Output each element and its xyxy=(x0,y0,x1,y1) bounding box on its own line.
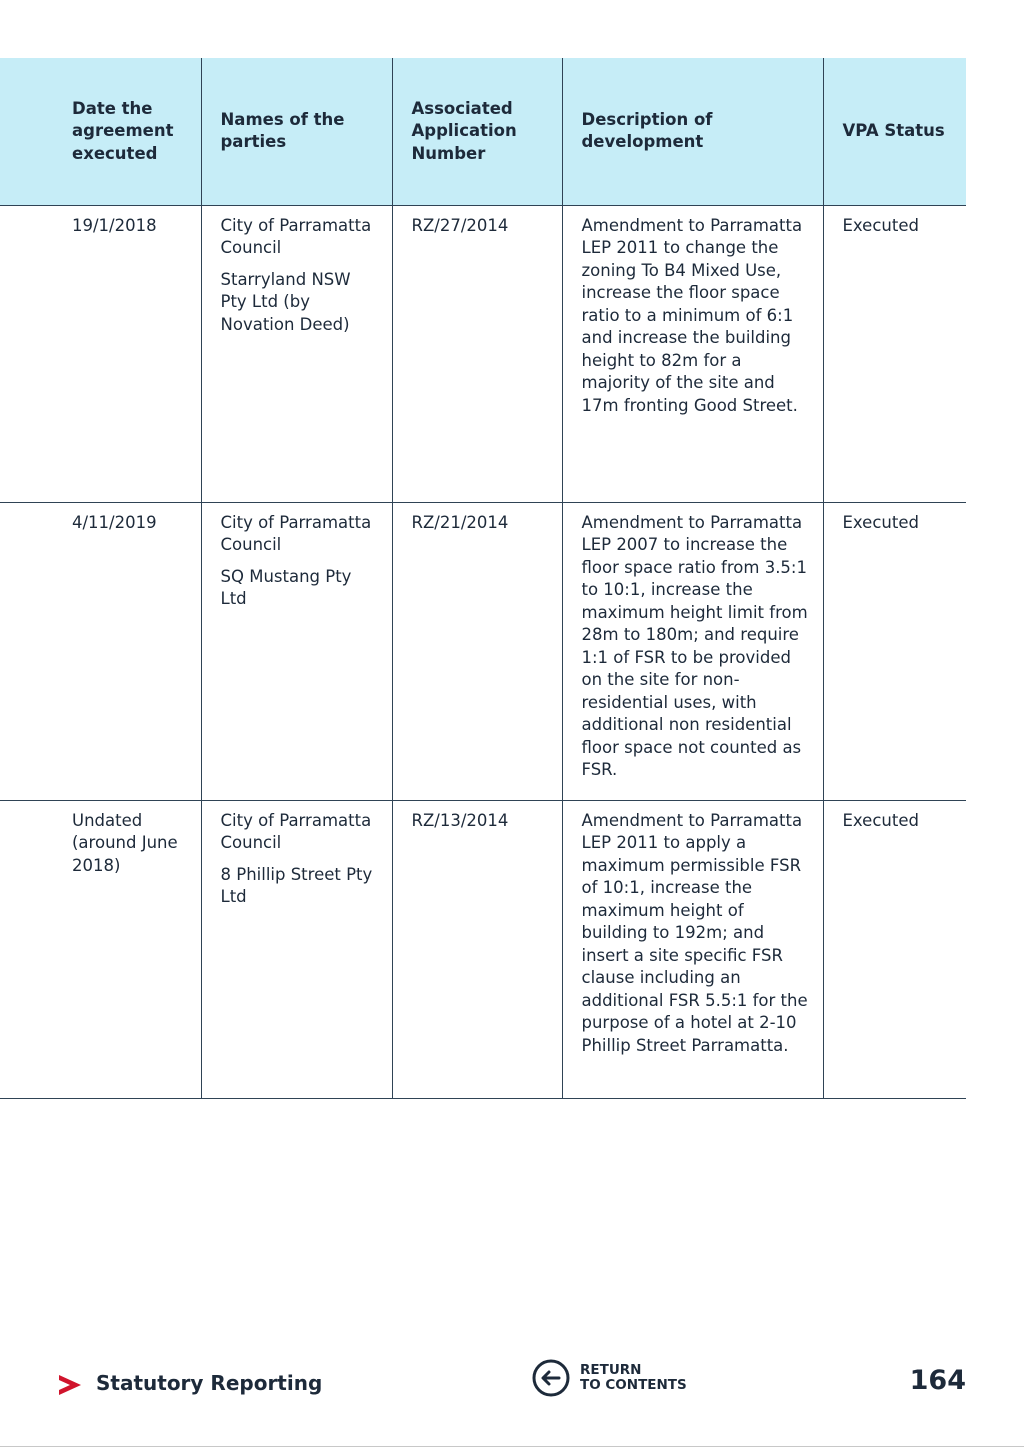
cell-application-number: RZ/21/2014 xyxy=(392,502,562,800)
table-row xyxy=(0,205,966,502)
party-name: City of Parramatta Council xyxy=(220,215,372,257)
return-to-contents-link[interactable] xyxy=(532,1359,687,1397)
cell-application-number: RZ/27/2014 xyxy=(392,205,562,502)
party-name: 8 Phillip Street Pty Ltd xyxy=(220,864,373,906)
cell-date: Undated (around June 2018) xyxy=(72,810,178,875)
back-arrow-circle-icon xyxy=(532,1359,570,1397)
cell-status: Executed xyxy=(823,502,966,800)
header-date: Date the agreement executed xyxy=(72,98,174,163)
party-name: City of Parramatta Council xyxy=(220,810,372,852)
header-description: Description of development xyxy=(562,58,823,205)
cell-parties xyxy=(201,800,392,1098)
cell-date: 19/1/2018 xyxy=(72,215,157,235)
page-number: 164 xyxy=(909,1365,966,1396)
cell-description: Amendment to Parramatta LEP 2011 to apply a maximum permissible FSR of 10:1, increase the maximum height of building to 192m; and insert a site specific FSR clause including an additional FSR 5.5:1 for the purpose of a hotel at 2-10 Phillip Street Parramatta. xyxy=(562,800,823,1098)
party-name: City of Parramatta Council xyxy=(220,512,372,554)
header-vpa-status: VPA Status xyxy=(823,58,966,205)
table-row xyxy=(0,502,966,800)
section-title[interactable]: Statutory Reporting xyxy=(96,1371,323,1395)
cell-parties xyxy=(201,205,392,502)
vpa-table xyxy=(0,58,966,1099)
cell-parties xyxy=(201,502,392,800)
table-header-row xyxy=(0,58,966,205)
page-footer xyxy=(0,1355,1024,1415)
chevron-right-icon xyxy=(58,1374,82,1396)
return-label-line1: RETURN xyxy=(580,1362,642,1378)
cell-description: Amendment to Parramatta LEP 2011 to change the zoning To B4 Mixed Use, increase the floor space ratio to a minimum of 6:1 and increase the building height to 82m for a majority of the site and 17m fronting Good Street. xyxy=(562,205,823,502)
cell-status: Executed xyxy=(823,205,966,502)
header-parties: Names of the parties xyxy=(201,58,392,205)
cell-status: Executed xyxy=(823,800,966,1098)
header-application-number: Associated Application Number xyxy=(392,58,562,205)
return-label-line2: TO CONTENTS xyxy=(580,1377,687,1393)
cell-application-number: RZ/13/2014 xyxy=(392,800,562,1098)
cell-date: 4/11/2019 xyxy=(72,512,157,532)
party-name: Starryland NSW Pty Ltd (by Novation Deed) xyxy=(220,269,351,334)
party-name: SQ Mustang Pty Ltd xyxy=(220,566,352,608)
cell-description: Amendment to Parramatta LEP 2007 to increase the floor space ratio from 3.5:1 to 10:1, increase the maximum height limit from 28m to 180m; and require 1:1 of FSR to be provided on the site for non-residential uses, with additional non residential floor space not counted as FSR. xyxy=(562,502,823,800)
return-label xyxy=(580,1363,687,1393)
page-bottom-divider xyxy=(0,1446,1024,1447)
table-row xyxy=(0,800,966,1098)
